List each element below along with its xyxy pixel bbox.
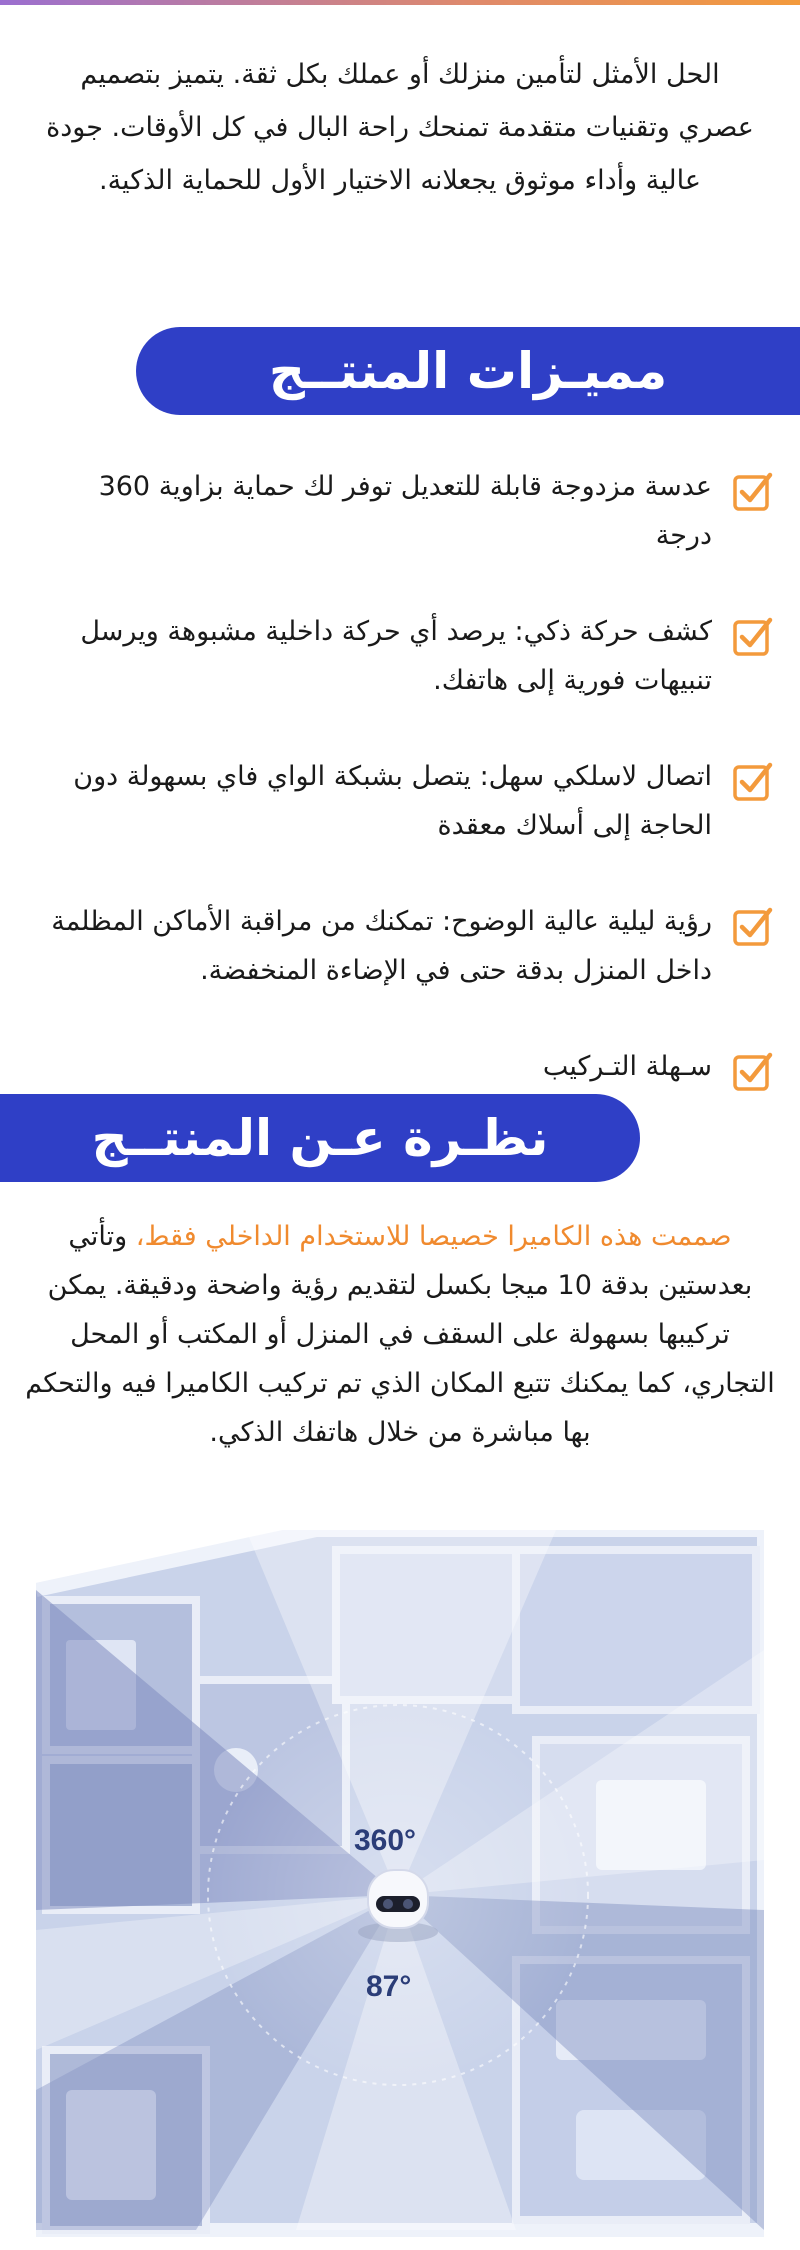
floorplan-image (36, 1530, 764, 2240)
feature-item (34, 752, 774, 850)
checkbox-check-icon (732, 760, 774, 802)
checkbox-check-icon (732, 615, 774, 657)
intro-paragraph: الحل الأمثل لتأمين منزلك أو عملك بكل ثقة. يتميز بتصميم عصري وتقنيات متقدمة تمنحك راحة البال في كل الأوقات. جودة عالية وأداء موثوق يجعلانه الاختيار الأول للحماية الذكية. (46, 59, 754, 196)
overview-body: وتأتي بعدستين بدقة 10 ميجا بكسل لتقديم رؤية واضحة ودقيقة. يمكن تركيبها بسهولة على السقف في المنزل أو المكتب أو المحل التجاري، كما يمكنك تتبع المكان الذي تم تركيب الكاميرا فيه والتحكم بها مباشرة من خلال هاتفك الذكي. (25, 1221, 775, 1448)
top-gradient-rule (0, 0, 800, 5)
features-banner: مميـزات المنتــج (136, 327, 800, 415)
checkbox-check-icon (732, 905, 774, 947)
coverage-360-label: 360° (354, 1824, 417, 1857)
feature-text: سـهلة التـركيب (542, 1051, 712, 1082)
overview-highlight: صممت هذه الكاميرا خصيصا للاستخدام الداخلي فقط، (135, 1221, 732, 1252)
coverage-87-label: 87° (366, 1970, 412, 2003)
feature-item (34, 462, 774, 560)
checkbox-check-icon (732, 1050, 774, 1092)
overview-paragraph (22, 1212, 778, 1457)
floorplan-illustration (36, 1530, 764, 2240)
feature-text: كشف حركة ذكي: يرصد أي حركة داخلية مشبوهة ويرسل تنبيهات فورية إلى هاتفك. (80, 616, 712, 696)
feature-text: رؤية ليلية عالية الوضوح: تمكنك من مراقبة الأماكن المظلمة داخل المنزل بدقة حتى في الإضاءة المنخفضة. (51, 906, 712, 986)
feature-text: عدسة مزدوجة قابلة للتعديل توفر لك حماية بزاوية 360 درجة (98, 471, 712, 551)
checkbox-check-icon (732, 470, 774, 512)
overview-banner: نظـرة عـن المنتــج (0, 1094, 640, 1182)
feature-item (34, 607, 774, 705)
feature-item (34, 897, 774, 995)
feature-item (34, 1042, 774, 1092)
feature-text: اتصال لاسلكي سهل: يتصل بشبكة الواي فاي بسهولة دون الحاجة إلى أسلاك معقدة (73, 761, 712, 841)
features-list (34, 462, 774, 1139)
